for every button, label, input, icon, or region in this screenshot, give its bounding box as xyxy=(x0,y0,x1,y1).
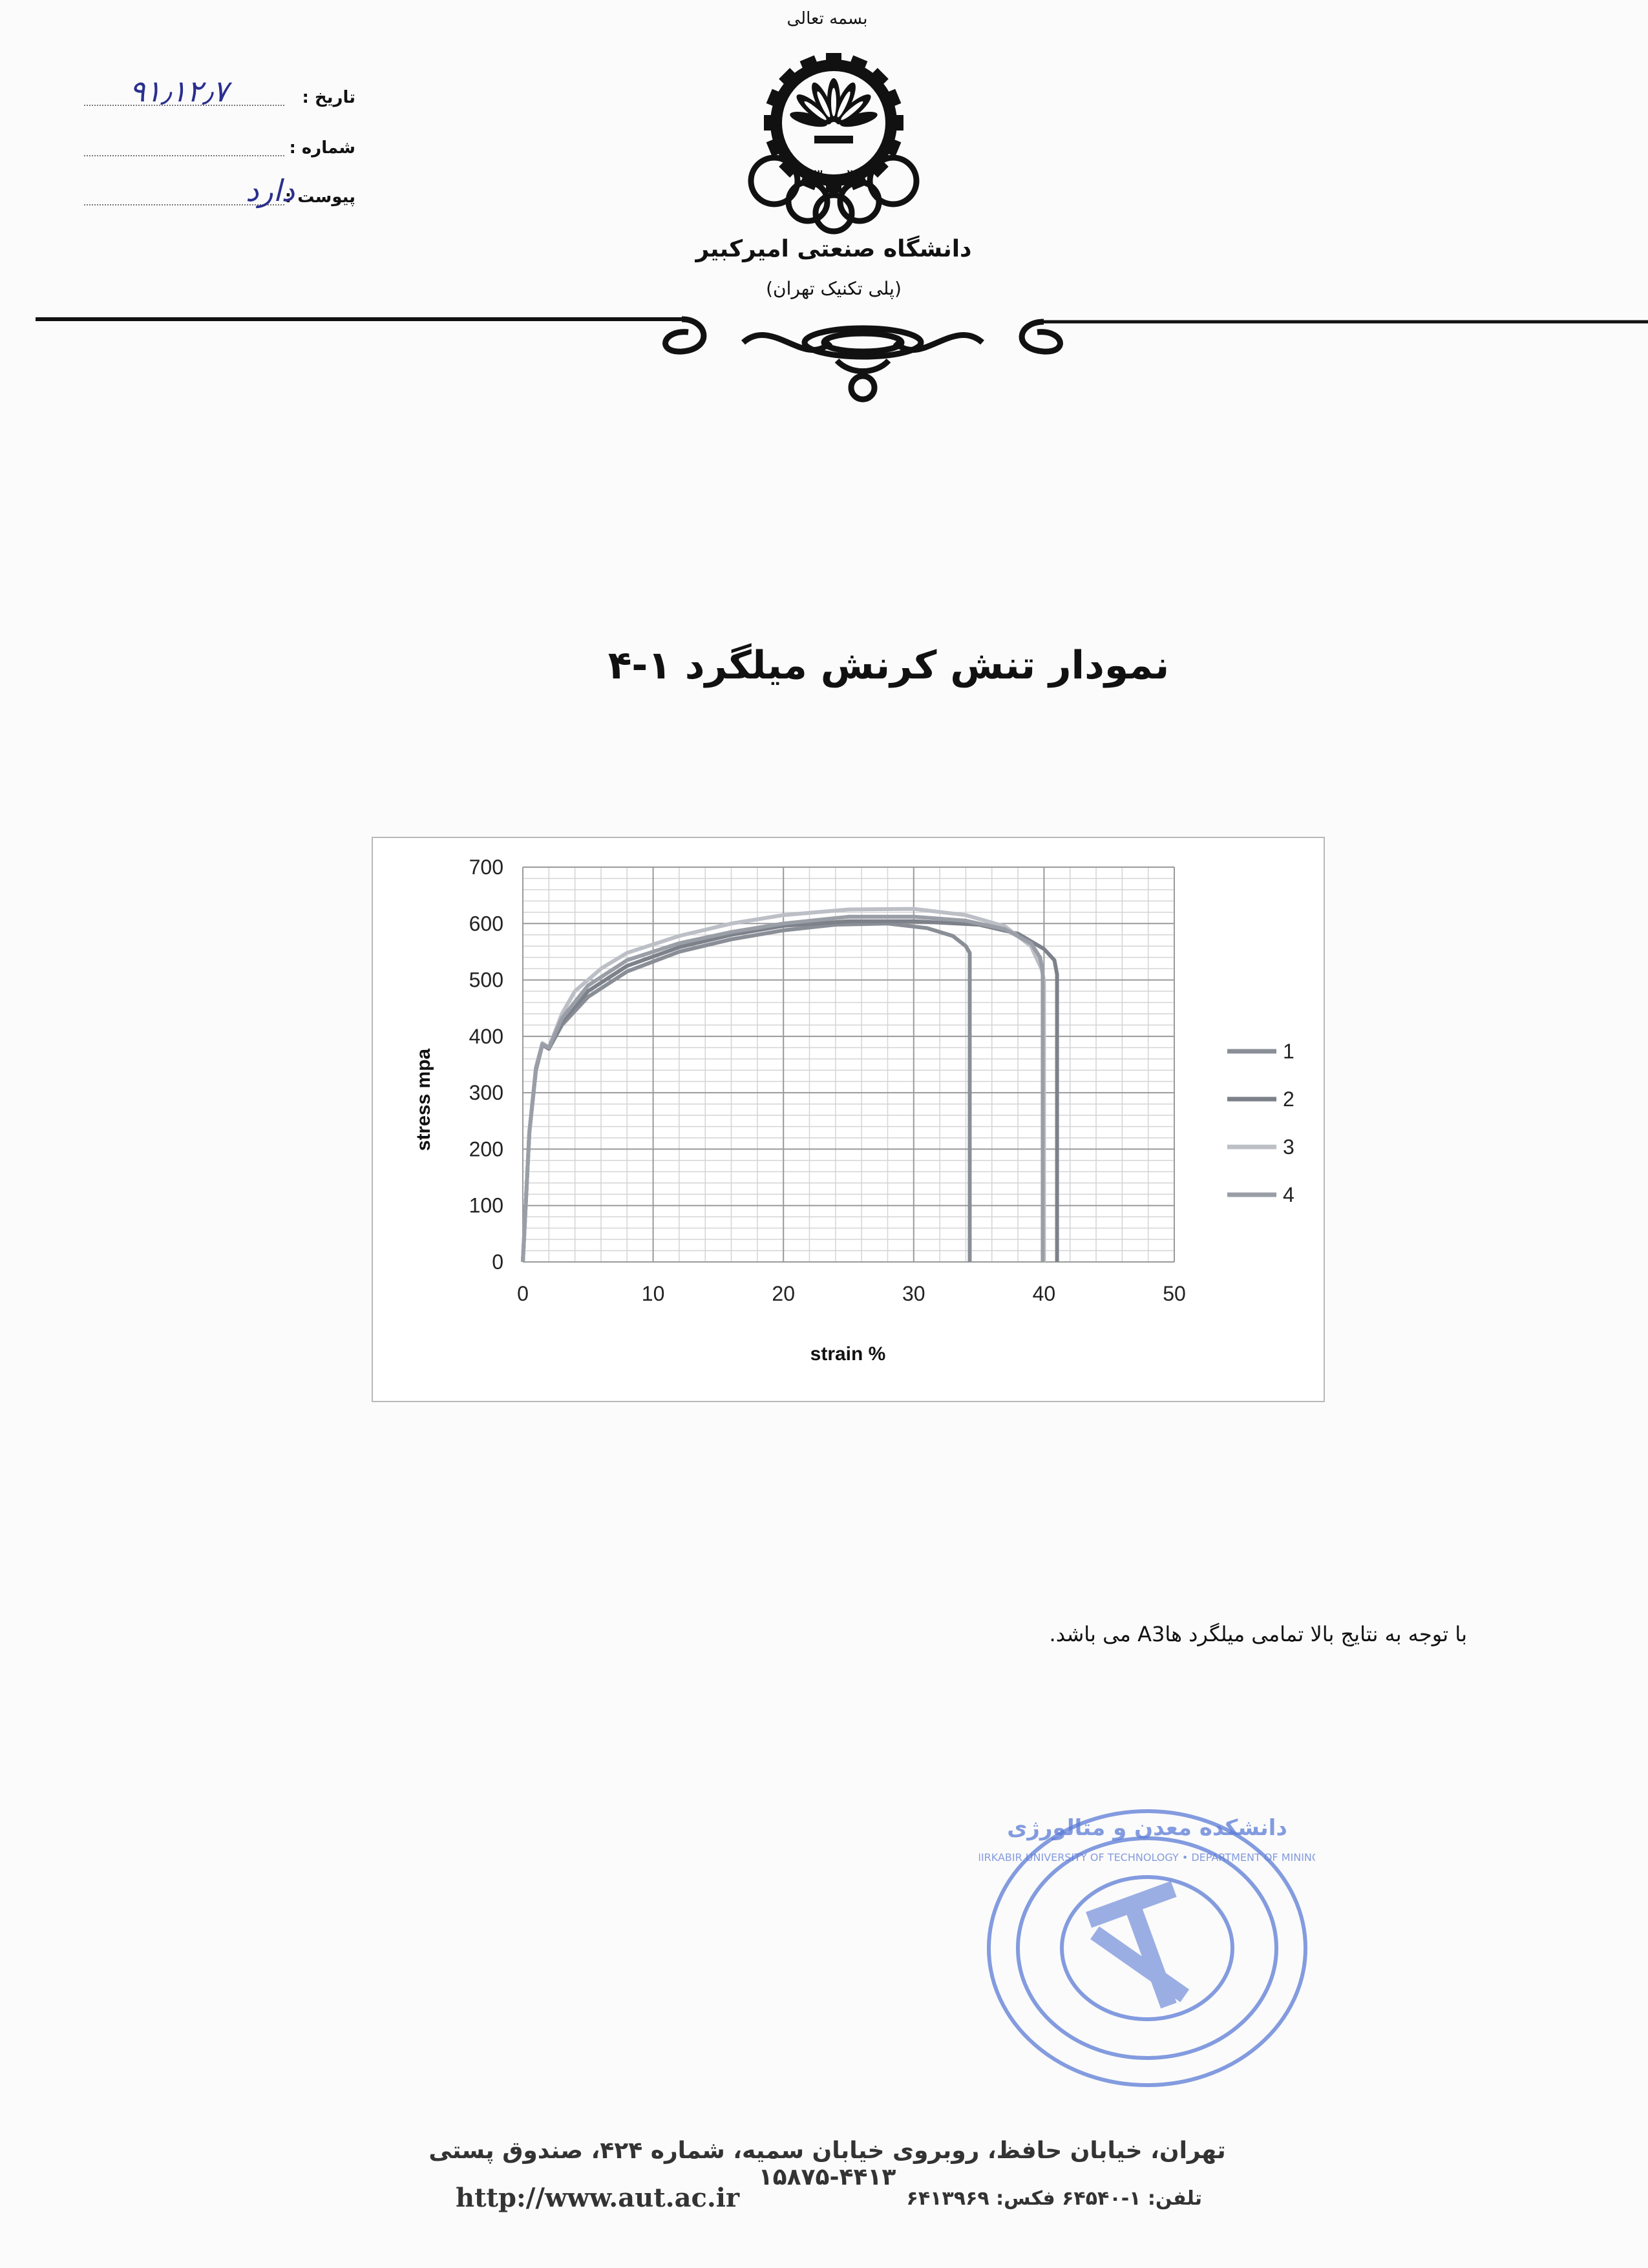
y-tick-label: 0 xyxy=(492,1250,503,1274)
basmala: بسمه تعالی xyxy=(787,9,868,28)
gear-tooth xyxy=(764,115,778,131)
chart-x-tick-labels xyxy=(517,1282,1186,1305)
department-stamp xyxy=(979,1803,1315,2094)
y-tick-label: 100 xyxy=(469,1193,503,1217)
series-line-2 xyxy=(523,921,1057,1262)
chart-legend xyxy=(1227,1040,1294,1206)
gear-tooth xyxy=(826,178,841,193)
university-subtitle: (پلی تکنیک تهران) xyxy=(766,278,902,299)
y-tick-label: 700 xyxy=(469,856,503,879)
logo-year-left: ۱۳ xyxy=(805,166,823,185)
y-tick-label: 600 xyxy=(469,912,503,936)
header-divider-ornament xyxy=(36,304,1648,414)
x-tick-label: 50 xyxy=(1163,1282,1186,1305)
footer-phone-fax: تلفن: ۱-۶۴۵۴۰ فکس: ۶۴۱۳۹۶۹ xyxy=(906,2187,1202,2210)
legend-label-1: 1 xyxy=(1283,1040,1294,1063)
attachment-field xyxy=(84,173,355,208)
date-value: ۹۱٫۱۲٫۷ xyxy=(129,74,229,109)
x-tick-label: 30 xyxy=(902,1282,925,1305)
chart-series-layer xyxy=(523,909,1057,1262)
university-logo xyxy=(743,52,924,239)
chart-major-grid xyxy=(523,867,1174,1262)
x-tick-label: 10 xyxy=(641,1282,665,1305)
number-field xyxy=(84,133,355,159)
legend-label-2: 2 xyxy=(1283,1087,1294,1111)
gear-tooth xyxy=(826,53,841,67)
university-name: دانشگاه صنعتی امیرکبیر xyxy=(695,236,972,262)
x-tick-label: 0 xyxy=(517,1282,529,1305)
y-tick-label: 500 xyxy=(469,968,503,992)
y-tick-label: 400 xyxy=(469,1024,503,1048)
footer-website[interactable]: http://www.aut.ac.ir xyxy=(456,2183,740,2213)
chart-svg xyxy=(373,838,1326,1403)
legend-label-3: 3 xyxy=(1283,1135,1294,1159)
logo-year-right: ۳۷ xyxy=(847,166,865,185)
stamp-ring-text: AMIRKABIR UNIVERSITY OF TECHNOLOGY • DEPARTMENT OF MINING • xyxy=(979,1851,1315,1864)
gear-tooth xyxy=(889,115,903,131)
number-label: شماره : xyxy=(289,138,355,158)
attachment-value: دارد xyxy=(246,173,295,208)
x-axis-label: strain % xyxy=(810,1343,886,1365)
stamp-title: دانشکده معدن و متالورژی xyxy=(1007,1815,1287,1841)
chart-minor-grid xyxy=(523,867,1174,1262)
legend-label-4: 4 xyxy=(1283,1183,1294,1206)
conclusion-note: با توجه به نتایج بالا تمامی میلگرد هاA3 می باشد. xyxy=(1049,1622,1467,1646)
y-axis-label: stress mpa xyxy=(413,1048,434,1151)
x-tick-label: 20 xyxy=(772,1282,795,1305)
number-line xyxy=(84,155,284,156)
chart-y-tick-labels xyxy=(469,856,503,1274)
attachment-label: پیوست : xyxy=(284,187,355,207)
y-tick-label: 300 xyxy=(469,1081,503,1105)
page-title: نمودار تنش کرنش میلگرد ۱-۴ xyxy=(607,643,1170,688)
date-label: تاریخ : xyxy=(302,88,355,107)
date-field xyxy=(84,74,355,109)
stress-strain-chart xyxy=(372,837,1325,1402)
x-tick-label: 40 xyxy=(1032,1282,1056,1305)
footer-address: تهران، خیابان حافظ، روبروی خیابان سمیه، شماره ۴۲۴، صندوق پستی ۴۴۱۳-۱۵۸۷۵ xyxy=(428,2137,1226,2190)
y-tick-label: 200 xyxy=(469,1137,503,1161)
